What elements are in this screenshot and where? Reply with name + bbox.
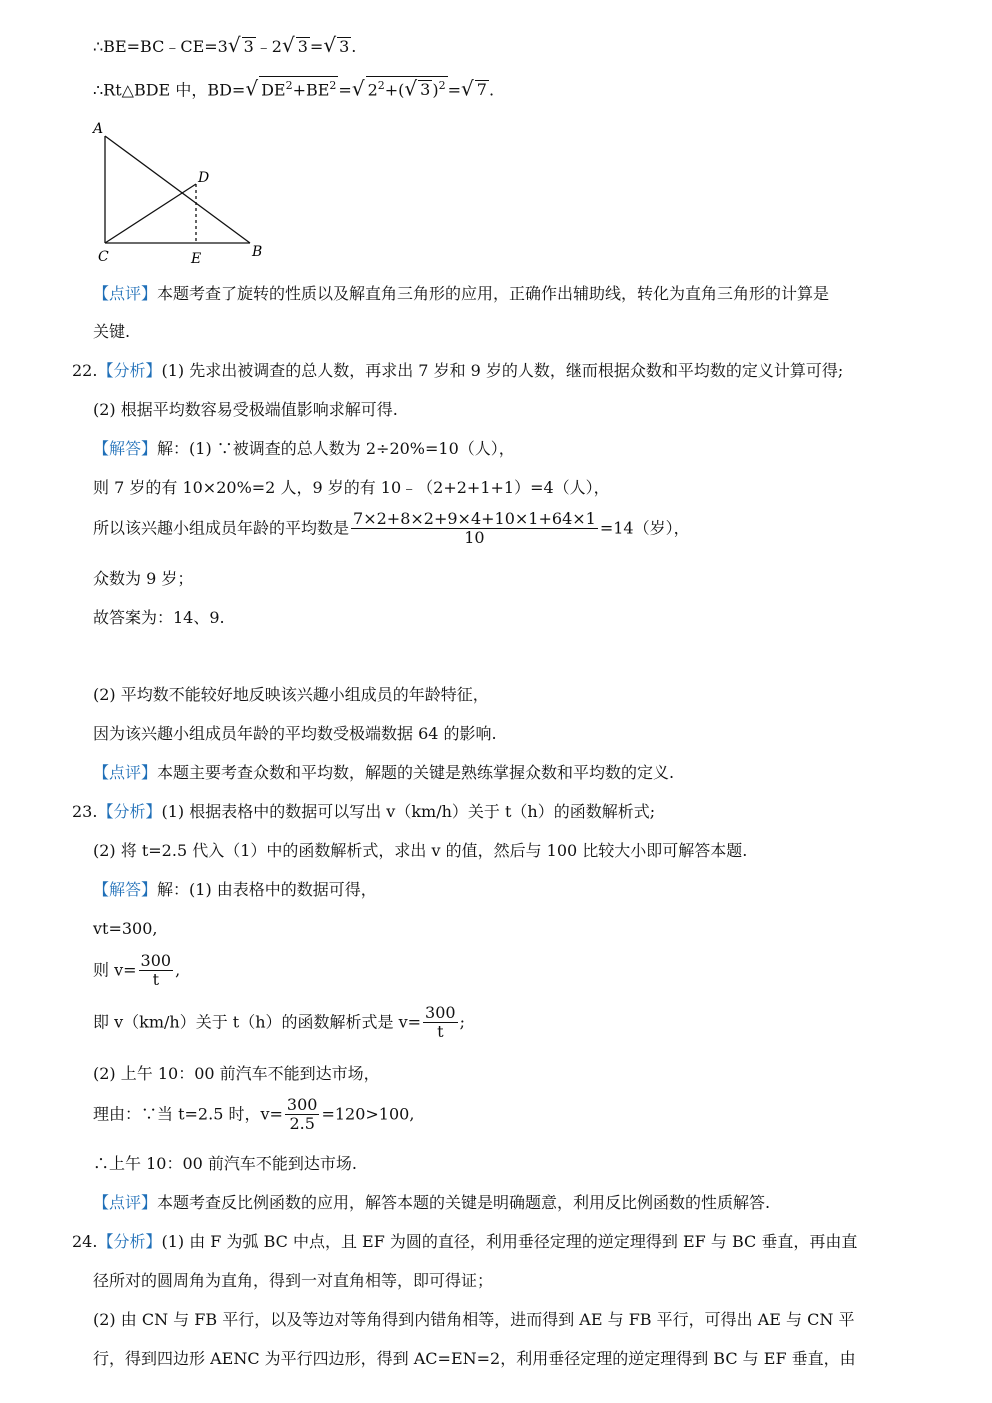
q22-solution: 【解答】解：(1) ∵被调查的总人数为 2÷20%=10（人）， (93, 439, 515, 458)
label-e: E (191, 251, 202, 267)
sqrt-3b: 3 (297, 37, 308, 56)
q23-sol-7: ∴上午 10：00 前汽车不能到达市场. (93, 1154, 357, 1173)
line-cd (105, 184, 196, 243)
q22-sol-2: 则 7 岁的有 10×20%=2 人，9 岁的有 10﹣（2+2+1+1）=4（人）， (93, 478, 610, 497)
q23-review: 【点评】本题考查反比例函数的应用，解答本题的关键是明确题意，利用反比例函数的性质解答. (93, 1193, 771, 1212)
bd-text: ∴Rt△BDE 中，BD= (93, 80, 246, 100)
q22-sol-6: (2) 平均数不能较好地反映该兴趣小组成员的年龄特征， (93, 685, 489, 704)
q24-analysis-4: 行，得到四边形 AENC 为平行四边形，得到 AC=EN=2，利用垂径定理的逆定理得到 BC 与 EF 垂直，由 (93, 1349, 856, 1368)
q22-sol-7: 因为该兴趣小组成员年龄的平均数受极端数据 64 的影响. (93, 724, 497, 743)
label-b: B (252, 244, 263, 260)
q23-sol-5: (2) 上午 10：00 前汽车不能到达市场， (93, 1064, 380, 1083)
q24-analysis-3: (2) 由 CN 与 FB 平行，以及等边对等角得到内错角相等，进而得到 AE 与 FB 平行，可得出 AE 与 CN 平 (93, 1310, 855, 1329)
v-fraction-2: $\frac{300}{t}$ (425, 1003, 456, 1041)
label-a: A (93, 121, 104, 137)
sqrt-3c: 3 (339, 37, 350, 56)
label-d: D (198, 170, 210, 186)
q22-review: 【点评】本题主要考查众数和平均数，解题的关键是熟练掌握众数和平均数的定义. (93, 763, 675, 782)
be-text: ∴BE=BC﹣CE=3 (93, 37, 228, 56)
review-tag: 【点评】 (93, 284, 158, 303)
q23-sol-6: 理由：∵当 t=2.5 时，v= $\frac{300}{2.5}$ =120>100, (93, 1095, 415, 1133)
line-ab (105, 136, 250, 243)
q23-sol-2: vt=300, (93, 919, 158, 938)
triangle-diagram (90, 118, 280, 268)
q22-sol-4: 众数为 9 岁； (93, 569, 194, 588)
sqrt-3: 3 (243, 37, 254, 56)
q23-sol-3: 则 v= $\frac{300}{t}$ , (93, 951, 181, 989)
q23-sol-4: 即 v（km/h）关于 t（h）的函数解析式是 v= $\frac{300}{t}$ ; (93, 1003, 465, 1041)
q22-sol-3: 所以该兴趣小组成员年龄的平均数是 $\frac{7\times 2+8\times 2+9\times 4+10\times 1+64\times 1}{10}$ =14（岁）， (93, 509, 690, 547)
v-fraction-3: $\frac{300}{2.5}$ (286, 1095, 318, 1133)
q22-analysis: 22.【分析】(1) 先求出被调查的总人数，再求出 7 岁和 9 岁的人数，继而根据众数和平均数的定义计算可得; (72, 361, 844, 380)
eq-text: = (309, 37, 324, 56)
q23-analysis-2: (2) 将 t=2.5 代入（1）中的函数解析式，求出 v 的值，然后与 100 比较大小即可解答本题. (93, 841, 748, 860)
q22-analysis-2: (2) 根据平均数容易受极端值影响求解可得. (93, 400, 398, 419)
label-c: C (98, 249, 109, 265)
v-fraction: $\frac{300}{t}$ (140, 951, 172, 989)
q23-analysis: 23.【分析】(1) 根据表格中的数据可以写出 v（km/h）关于 t（h）的函数解析式; (72, 802, 656, 821)
formula-line-bd: ∴Rt△BDE 中，BD=√ $DE^2+BE^2$ =√ $2^2+(√$ 3 )$^2$ =√ 7 . (93, 76, 495, 101)
review-21: 【点评】本题考查了旋转的性质以及解直角三角形的应用，正确作出辅助线，转化为直角三角形的计算是 (93, 284, 830, 303)
review-21-cont: 关键. (93, 322, 131, 341)
q23-solution: 【解答】解：(1) 由表格中的数据可得， (93, 880, 377, 899)
minus-text: ﹣2 (255, 37, 282, 56)
sqrt-2-3: $2^2+(√$ 3 )$^2$ (367, 76, 446, 101)
q24-analysis: 24.【分析】(1) 由 F 为弧 BC 中点，且 EF 为圆的直径，利用垂径定理的逆定理得到 EF 与 BC 垂直，再由直 (72, 1232, 858, 1251)
sqrt-de-be: $DE^2+BE^2$ (259, 76, 338, 99)
q22-sol-5: 故答案为：14、9. (93, 608, 225, 627)
formula-line-be: ∴BE=BC﹣CE=3√ 3 ﹣2√ 3 =√ 3 . (93, 33, 357, 57)
q24-analysis-2: 径所对的圆周角为直角，得到一对直角相等，即可得证； (93, 1271, 494, 1290)
period: . (351, 37, 357, 56)
average-fraction: $\frac{7\times 2+8\times 2+9\times 4+10\times 1+64\times 1}{10}$ (353, 509, 596, 547)
